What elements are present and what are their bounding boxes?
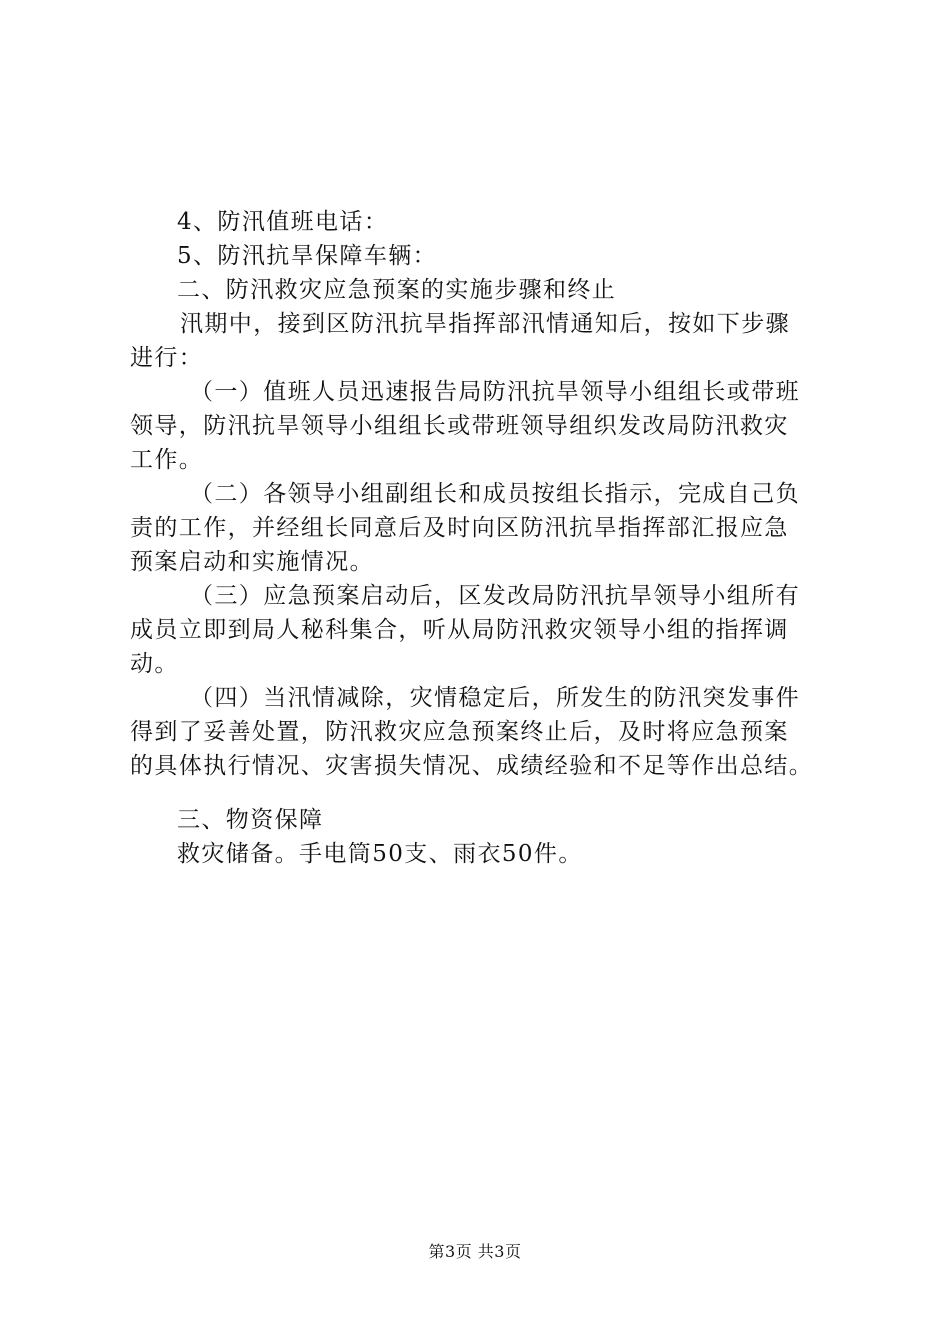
page-footer: 第3页 共3页 [428,1242,522,1261]
text-line-phone: 4、防汛值班电话： [177,209,389,235]
paragraph-spacer [130,783,840,803]
text-line-vehicles: 5、防汛抗旱保障车辆： [177,243,438,269]
paragraph-line: 的具体执行情况、灾害损失情况、成绩经验和不足等作出总结。 [130,753,814,779]
paragraph-line: 预案启动和实施情况。 [130,549,374,575]
paragraph-line: 得到了妥善处置，防汛救灾应急预案终止后，及时将应急预案 [130,719,789,745]
paragraph-line: （二）各领导小组副组长和成员按组长指示，完成自己负 [190,481,800,507]
section-heading-implementation: 二、防汛救灾应急预案的实施步骤和终止 [177,277,617,303]
paragraph-line: （四）当汛情减除，灾情稳定后，所发生的防汛突发事件 [190,685,800,711]
paragraph-line: 汛期中，接到区防汛抗旱指挥部汛情通知后，按如下步骤 [180,311,790,337]
paragraph-line: 救灾储备。手电筒50支、雨衣50件。 [177,841,583,867]
paragraph-line: 责的工作，并经组长同意后及时向区防汛抗旱指挥部汇报应急 [130,515,789,541]
paragraph-line: （一）值班人员迅速报告局防汛抗旱领导小组组长或带班 [190,379,800,405]
paragraph-line: 进行： [130,345,204,371]
paragraph-line: 动。 [130,651,179,677]
paragraph-line: 成员立即到局人秘科集合，听从局防汛救灾领导小组的指挥调 [130,617,789,643]
section-heading-supplies: 三、物资保障 [177,807,324,833]
paragraph-line: （三）应急预案启动后，区发改局防汛抗旱领导小组所有 [190,583,800,609]
paragraph-line: 工作。 [130,447,204,473]
document-body [130,205,840,871]
paragraph-line: 领导，防汛抗旱领导小组组长或带班领导组织发改局防汛救灾 [130,413,789,439]
